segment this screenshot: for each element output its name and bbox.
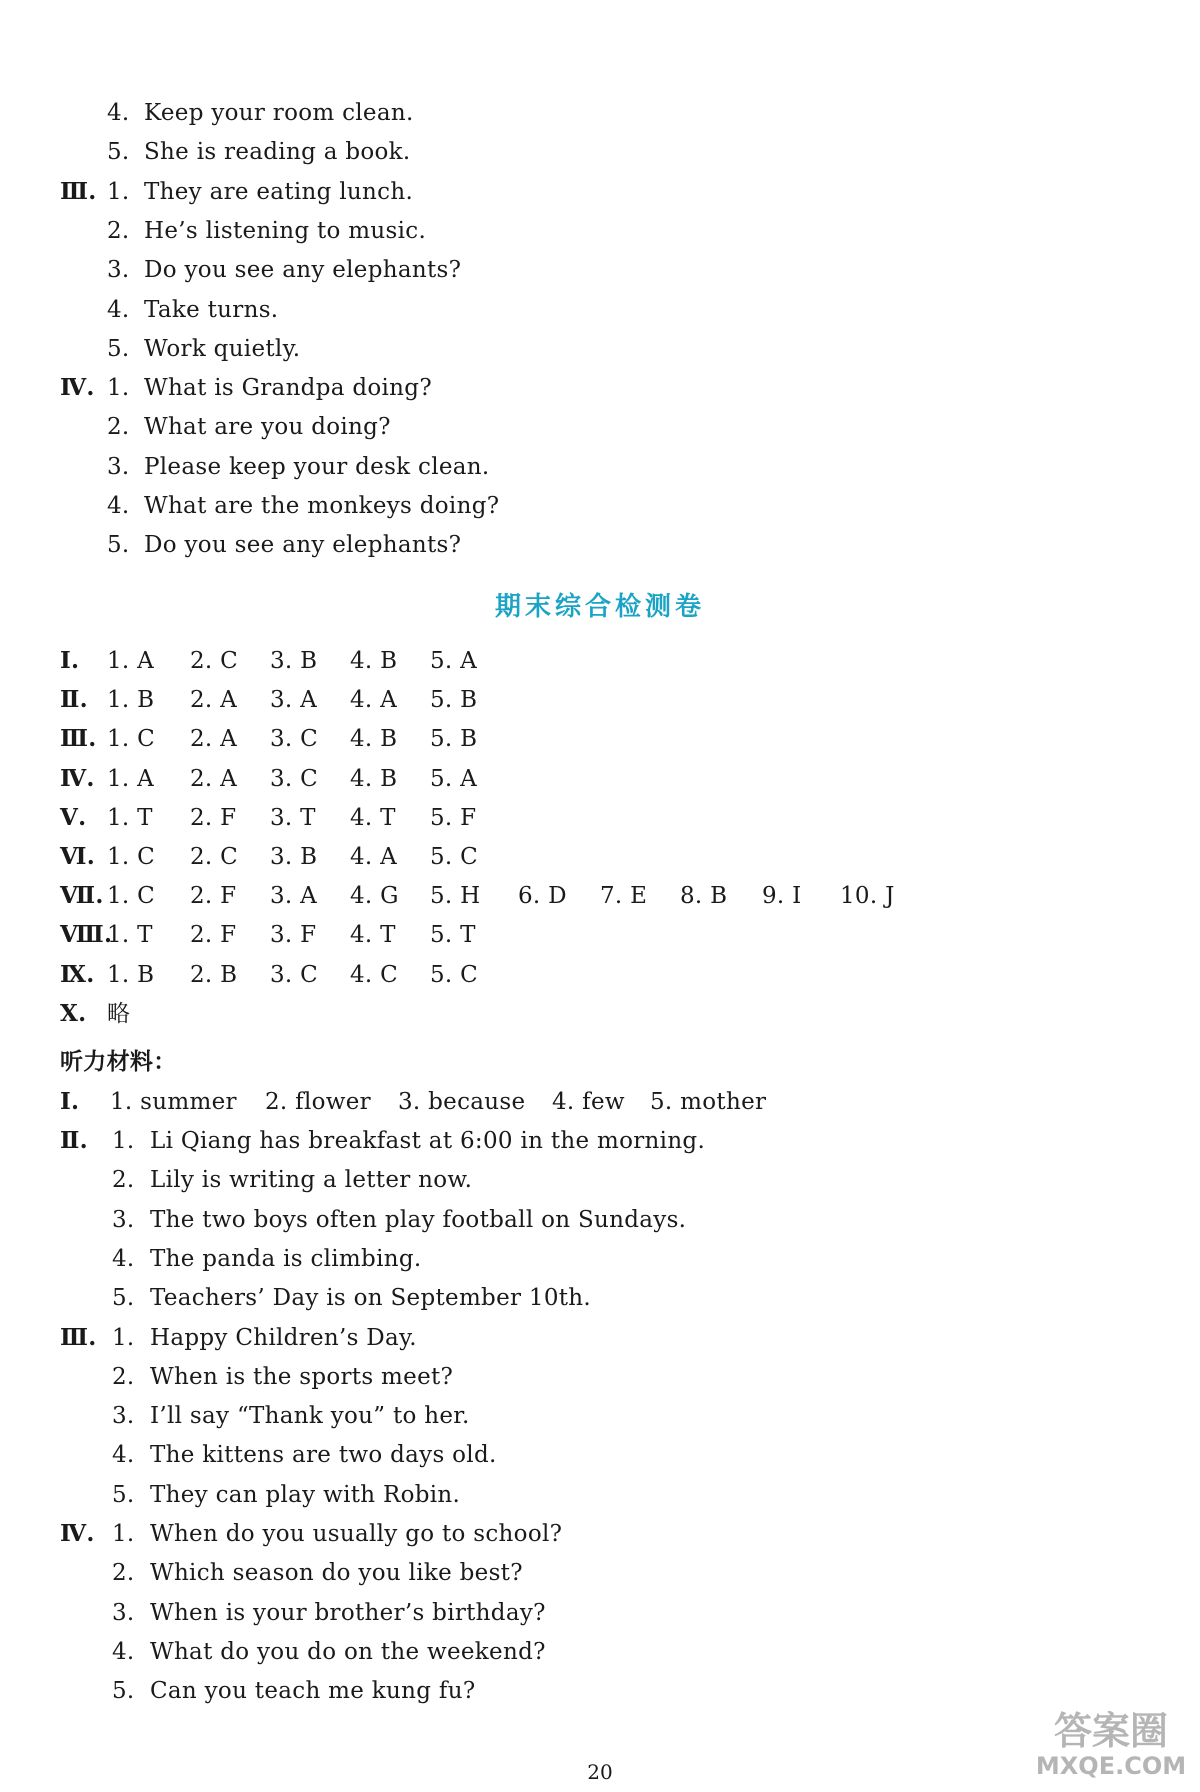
- item-text: When is the sports meet?: [150, 1364, 454, 1390]
- roman-numeral: Ⅸ.: [60, 961, 95, 988]
- item-number: 5.: [112, 1482, 135, 1508]
- answer-item: 2. C: [190, 648, 239, 674]
- item-text: He’s listening to music.: [144, 218, 427, 244]
- item-text: Which season do you like best?: [150, 1560, 523, 1586]
- item-number: 4.: [112, 1246, 135, 1272]
- answer-row: [0, 957, 1200, 993]
- listening-row: [0, 1084, 1200, 1120]
- item-text: She is reading a book.: [144, 139, 411, 165]
- list-item: [0, 370, 1200, 406]
- answer-item: 2. F: [190, 883, 237, 909]
- item-number: 1.: [112, 1128, 135, 1154]
- answer-row: [0, 800, 1200, 836]
- answer-item: 4. B: [350, 726, 398, 752]
- answer-item: 5. B: [430, 687, 478, 713]
- answer-item: 5. C: [430, 844, 479, 870]
- item-text: I’ll say “Thank you” to her.: [150, 1403, 470, 1429]
- item-text: What do you do on the weekend?: [150, 1639, 546, 1665]
- item-text: Can you teach me kung fu?: [150, 1678, 476, 1704]
- roman-numeral: Ⅱ.: [60, 1127, 88, 1154]
- listening-word: 2. flower: [265, 1089, 371, 1115]
- item-text: Do you see any elephants?: [144, 257, 462, 283]
- answer-item: 2. B: [190, 962, 238, 988]
- list-item: [0, 449, 1200, 485]
- list-item: [0, 1555, 1200, 1591]
- roman-numeral: Ⅲ.: [60, 178, 97, 205]
- item-number: 5.: [107, 139, 130, 165]
- roman-numeral: Ⅰ.: [60, 647, 80, 674]
- item-number: 2.: [112, 1364, 135, 1390]
- item-number: 3.: [112, 1207, 135, 1233]
- list-item: [0, 527, 1200, 563]
- answer-item: 4. C: [350, 962, 399, 988]
- item-number: 4.: [112, 1639, 135, 1665]
- item-text: The kittens are two days old.: [150, 1442, 497, 1468]
- answer-item: 4. B: [350, 766, 398, 792]
- answer-item: 1. C: [107, 726, 156, 752]
- item-text: Lily is writing a letter now.: [150, 1167, 473, 1193]
- item-text: The panda is climbing.: [150, 1246, 422, 1272]
- item-text: The two boys often play football on Sundays.: [150, 1207, 687, 1233]
- section-title: 期末综合检测卷: [494, 592, 705, 622]
- list-item: [0, 1634, 1200, 1670]
- item-text: What are you doing?: [144, 414, 391, 440]
- item-number: 3.: [107, 257, 130, 283]
- answer-item: 1. T: [107, 922, 153, 948]
- listening-word: 1. summer: [110, 1089, 237, 1115]
- list-item: [0, 331, 1200, 367]
- item-text: Li Qiang has breakfast at 6:00 in the morning.: [150, 1128, 706, 1154]
- answer-item: 3. A: [270, 687, 318, 713]
- list-item: [0, 292, 1200, 328]
- roman-numeral: Ⅳ.: [60, 1520, 95, 1547]
- list-item: [0, 1162, 1200, 1198]
- list-item: [0, 1320, 1200, 1356]
- list-item: [0, 252, 1200, 288]
- answer-item: 4. B: [350, 648, 398, 674]
- answer-item: 2. F: [190, 922, 237, 948]
- roman-numeral: Ⅹ.: [60, 1000, 87, 1027]
- list-item: [0, 1477, 1200, 1513]
- answer-item: 7. E: [600, 883, 648, 909]
- answer-item: 3. T: [270, 805, 316, 831]
- watermark-logo: [1036, 1702, 1186, 1782]
- answer-item: 略: [107, 1001, 131, 1027]
- roman-numeral: Ⅲ.: [60, 1324, 97, 1351]
- list-item: [0, 488, 1200, 524]
- item-number: 1.: [112, 1325, 135, 1351]
- roman-numeral: Ⅲ.: [60, 725, 97, 752]
- answer-item: 3. B: [270, 844, 318, 870]
- listening-label: 听力材料：: [60, 1049, 177, 1075]
- item-number: 5.: [107, 336, 130, 362]
- answer-row: [0, 839, 1200, 875]
- item-number: 4.: [107, 100, 130, 126]
- answer-item: 6. D: [518, 883, 567, 909]
- roman-numeral: Ⅳ.: [60, 374, 95, 401]
- roman-numeral: Ⅴ.: [60, 804, 87, 831]
- roman-numeral: Ⅰ.: [60, 1088, 80, 1115]
- roman-numeral: Ⅷ.: [60, 921, 113, 948]
- answer-item: 2. C: [190, 844, 239, 870]
- list-item: [0, 1241, 1200, 1277]
- list-item: [0, 1359, 1200, 1395]
- answer-item: 2. A: [190, 766, 238, 792]
- answer-item: 3. C: [270, 766, 319, 792]
- item-number: 5.: [112, 1678, 135, 1704]
- item-text: They are eating lunch.: [144, 179, 414, 205]
- item-text: What is Grandpa doing?: [144, 375, 432, 401]
- list-item: [0, 1280, 1200, 1316]
- item-text: Happy Children’s Day.: [150, 1325, 417, 1351]
- item-text: Keep your room clean.: [144, 100, 414, 126]
- list-item: [0, 134, 1200, 170]
- answer-row: [0, 917, 1200, 953]
- answer-item: 2. F: [190, 805, 237, 831]
- item-text: Take turns.: [144, 297, 279, 323]
- item-number: 3.: [107, 454, 130, 480]
- item-text: They can play with Robin.: [150, 1482, 461, 1508]
- list-item: [0, 409, 1200, 445]
- answer-item: 1. A: [107, 648, 155, 674]
- item-text: What are the monkeys doing?: [144, 493, 500, 519]
- listening-word: 3. because: [398, 1089, 526, 1115]
- answer-row: [0, 682, 1200, 718]
- item-number: 1.: [112, 1521, 135, 1547]
- answer-item: 4. T: [350, 805, 396, 831]
- item-number: 2.: [107, 218, 130, 244]
- answer-item: 3. B: [270, 648, 318, 674]
- answer-item: 3. C: [270, 962, 319, 988]
- answer-item: 5. F: [430, 805, 477, 831]
- item-text: Do you see any elephants?: [144, 532, 462, 558]
- answer-item: 1. B: [107, 687, 155, 713]
- item-text: Teachers’ Day is on September 10th.: [150, 1285, 592, 1311]
- answer-item: 5. T: [430, 922, 476, 948]
- answer-item: 2. A: [190, 726, 238, 752]
- answer-item: 8. B: [680, 883, 728, 909]
- item-number: 2.: [107, 414, 130, 440]
- answer-item: 5. B: [430, 726, 478, 752]
- answer-row: [0, 721, 1200, 757]
- roman-numeral: Ⅶ.: [60, 882, 104, 909]
- answer-item: 1. C: [107, 844, 156, 870]
- answer-item: 1. C: [107, 883, 156, 909]
- item-number: 4.: [112, 1442, 135, 1468]
- item-number: 1.: [107, 375, 130, 401]
- answer-item: 5. H: [430, 883, 481, 909]
- answer-item: 4. A: [350, 844, 398, 870]
- answer-item: 2. A: [190, 687, 238, 713]
- roman-numeral: Ⅵ.: [60, 843, 96, 870]
- list-item: [0, 95, 1200, 131]
- answer-item: 1. T: [107, 805, 153, 831]
- answer-item: 3. C: [270, 726, 319, 752]
- list-item: [0, 1398, 1200, 1434]
- answer-item: 3. A: [270, 883, 318, 909]
- answer-item: 4. G: [350, 883, 399, 909]
- answer-item: 3. F: [270, 922, 317, 948]
- answer-item: 5. A: [430, 648, 478, 674]
- answer-item: 9. I: [762, 883, 802, 909]
- item-number: 2.: [112, 1167, 135, 1193]
- listening-word: 4. few: [552, 1089, 625, 1115]
- answer-row: [0, 761, 1200, 797]
- answer-item: 10. J: [840, 883, 895, 909]
- answer-item: 1. A: [107, 766, 155, 792]
- item-number: 2.: [112, 1560, 135, 1586]
- roman-numeral: Ⅳ.: [60, 765, 95, 792]
- answer-row: [0, 643, 1200, 679]
- item-number: 1.: [107, 179, 130, 205]
- item-text: Please keep your desk clean.: [144, 454, 490, 480]
- answer-row: [0, 878, 1200, 914]
- answer-item: 5. A: [430, 766, 478, 792]
- page-number: 20: [587, 1760, 613, 1784]
- list-item: [0, 213, 1200, 249]
- list-item: [0, 174, 1200, 210]
- answer-item: 5. C: [430, 962, 479, 988]
- answer-item: 4. A: [350, 687, 398, 713]
- item-text: Work quietly.: [144, 336, 301, 362]
- item-number: 3.: [112, 1403, 135, 1429]
- list-item: [0, 1516, 1200, 1552]
- roman-numeral: Ⅱ.: [60, 686, 88, 713]
- answer-item: 4. T: [350, 922, 396, 948]
- answer-item: 1. B: [107, 962, 155, 988]
- item-number: 4.: [107, 297, 130, 323]
- list-item: [0, 1595, 1200, 1631]
- list-item: [0, 1437, 1200, 1473]
- item-text: When do you usually go to school?: [150, 1521, 563, 1547]
- watermark-bottom-text: MXQE.COM: [1036, 1752, 1186, 1780]
- item-number: 4.: [107, 493, 130, 519]
- answer-row: [0, 996, 1200, 1032]
- listening-word: 5. mother: [650, 1089, 767, 1115]
- item-number: 5.: [107, 532, 130, 558]
- item-number: 5.: [112, 1285, 135, 1311]
- item-text: When is your brother’s birthday?: [150, 1600, 546, 1626]
- watermark-top-text: 答案圈: [1053, 1709, 1169, 1753]
- list-item: [0, 1673, 1200, 1709]
- list-item: [0, 1202, 1200, 1238]
- list-item: [0, 1123, 1200, 1159]
- item-number: 3.: [112, 1600, 135, 1626]
